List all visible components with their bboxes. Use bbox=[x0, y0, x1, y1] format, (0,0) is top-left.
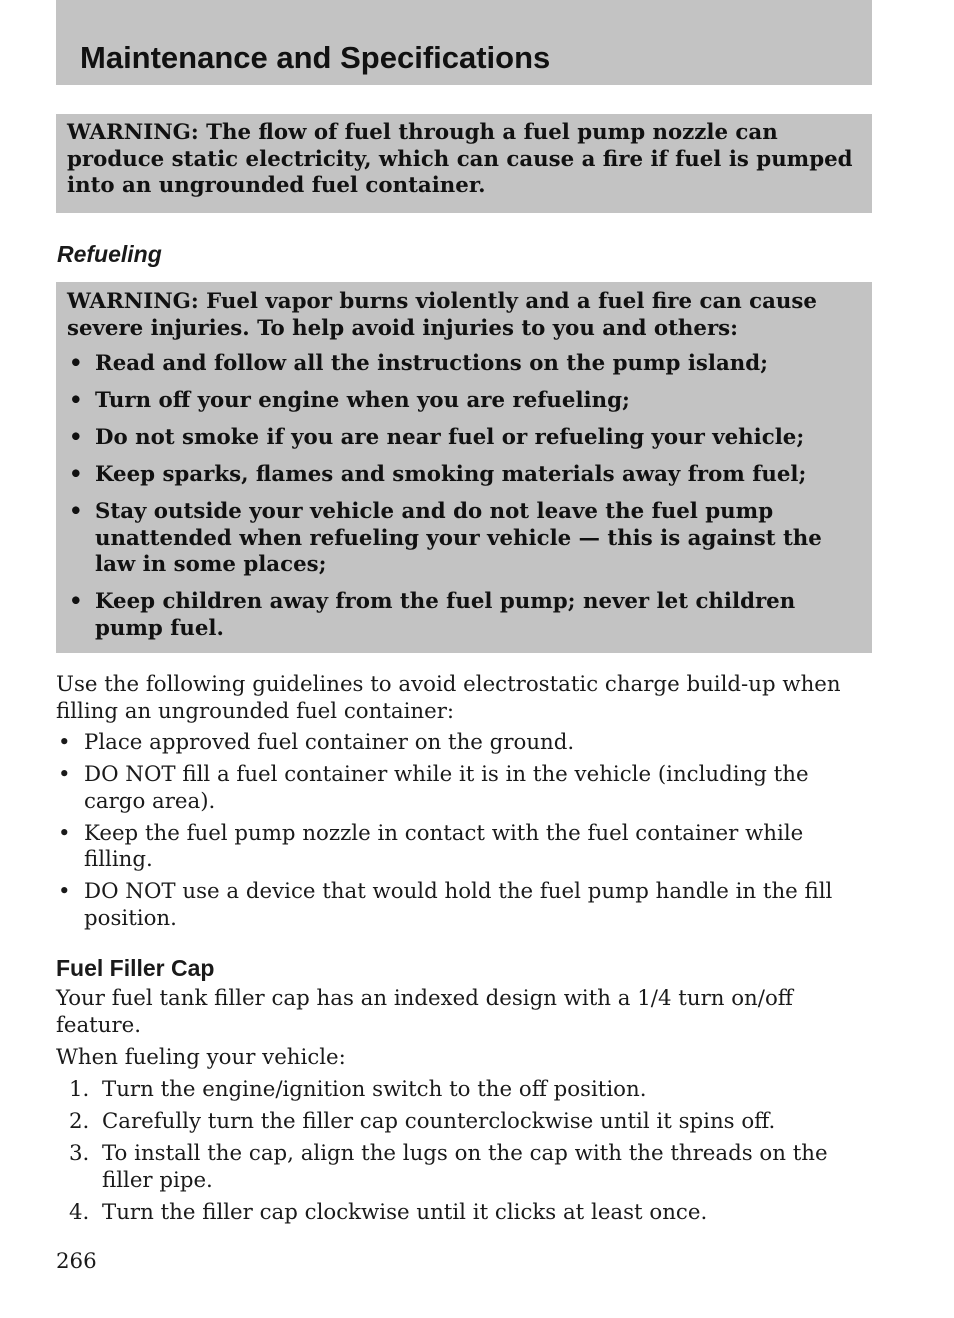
warning-list-item: • Turn off your engine when you are refueling; bbox=[67, 388, 862, 415]
warning-list-item: • Keep children away from the fuel pump; never let children pump fuel. bbox=[67, 589, 862, 642]
step-item bbox=[56, 1077, 872, 1104]
guideline-item: • Keep the fuel pump nozzle in contact with the fuel container while filling. bbox=[56, 821, 872, 874]
step-number: 3. bbox=[69, 1141, 90, 1166]
section-title: Maintenance and Specifications bbox=[80, 40, 551, 75]
step-number: 2. bbox=[69, 1109, 90, 1134]
refueling-warning-list bbox=[67, 351, 862, 642]
guideline-item: • Place approved fuel container on the ground. bbox=[56, 730, 872, 757]
step-text: Turn the engine/ignition switch to the off position. bbox=[102, 1077, 647, 1102]
guideline-item: • DO NOT fill a fuel container while it is in the vehicle (including the cargo area). bbox=[56, 762, 872, 815]
refueling-warning-intro: WARNING: Fuel vapor burns violently and a fuel fire can cause severe injuries. To help avoid injuries to you and others: bbox=[67, 289, 817, 341]
warning-list-item: • Do not smoke if you are near fuel or refueling your vehicle; bbox=[67, 425, 862, 452]
warning-list-item: • Read and follow all the instructions on the pump island; bbox=[67, 351, 862, 378]
step-item bbox=[56, 1109, 872, 1136]
step-item bbox=[56, 1141, 872, 1194]
refueling-heading: Refueling bbox=[57, 241, 162, 267]
step-number: 4. bbox=[69, 1199, 90, 1225]
fuel-filler-cap-heading: Fuel Filler Cap bbox=[56, 955, 215, 981]
static-warning-box bbox=[56, 114, 872, 213]
step-text: Carefully turn the filler cap counterclockwise until it spins off. bbox=[102, 1109, 776, 1134]
step-item bbox=[56, 1200, 872, 1227]
steps-intro: When fueling your vehicle: bbox=[56, 1045, 346, 1070]
fueling-steps-list bbox=[56, 1077, 872, 1232]
guideline-item: • DO NOT use a device that would hold the fuel pump handle in the fill position. bbox=[56, 879, 872, 932]
step-text: Turn the filler cap clockwise until it clicks at least once. bbox=[102, 1199, 708, 1225]
warning-list-item: • Keep sparks, flames and smoking materials away from fuel; bbox=[67, 462, 862, 489]
guidelines-intro: Use the following guidelines to avoid electrostatic charge build-up when filling an ungrounded fuel container: bbox=[56, 672, 841, 724]
step-number: 1. bbox=[69, 1077, 90, 1102]
filler-cap-description: Your fuel tank filler cap has an indexed design with a 1/4 turn on/off feature. bbox=[56, 986, 793, 1038]
static-warning-text: WARNING: The flow of fuel through a fuel pump nozzle can produce static electricity, which can cause a fire if fuel is pumped into an ungrounded fuel container. bbox=[67, 120, 853, 198]
warning-list-item: • Stay outside your vehicle and do not leave the fuel pump unattended when refueling your vehicle — this is against the law in some places; bbox=[67, 499, 862, 579]
guidelines-list bbox=[56, 730, 872, 938]
refueling-warning-box bbox=[56, 282, 872, 653]
page-number: 266 bbox=[56, 1249, 97, 1274]
section-header-bar bbox=[56, 0, 872, 85]
step-text: To install the cap, align the lugs on the cap with the threads on the filler pipe. bbox=[102, 1141, 828, 1193]
